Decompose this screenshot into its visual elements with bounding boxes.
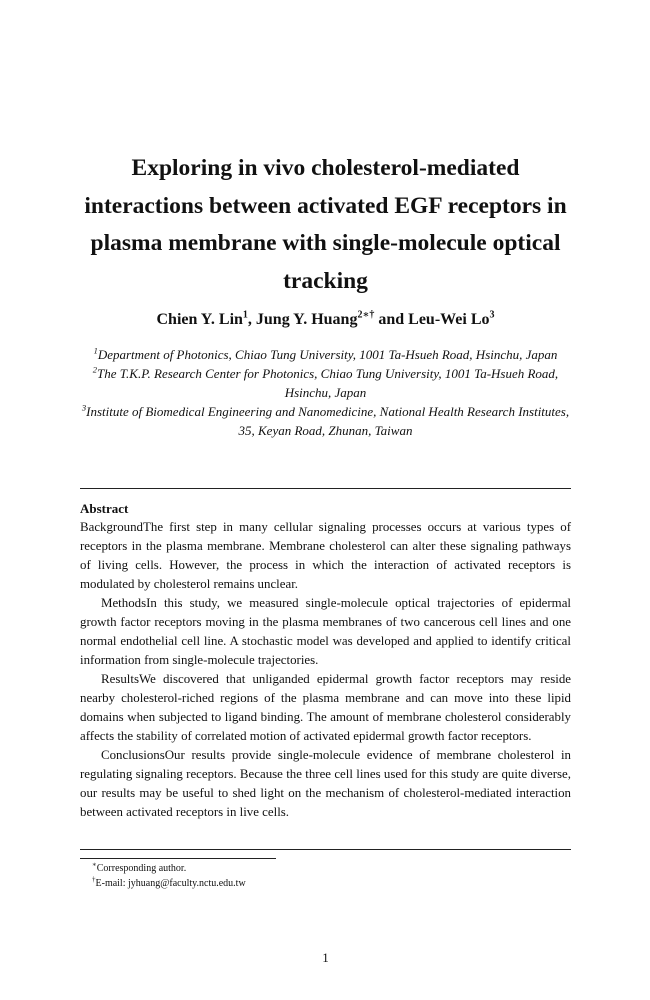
author-line xyxy=(80,310,571,330)
footnote-mark: ∗ xyxy=(92,860,97,869)
affiliation xyxy=(80,402,571,440)
abstract-heading: Abstract xyxy=(80,501,129,516)
affiliation-text: Department of Photonics, Chiao Tung University, 1001 Ta-Hsueh Road, Hsinchu, Japan xyxy=(97,347,558,362)
paper-title: Exploring in vivo cholesterol-mediated interactions between activated EGF receptors in plasma membrane with single-molecule optical tracking xyxy=(84,155,567,294)
footnotes xyxy=(92,861,562,891)
footnote-text: Corresponding author. xyxy=(96,863,187,874)
affiliation-mark: 2 xyxy=(92,364,98,375)
page-number: 1 xyxy=(322,950,329,965)
footnote xyxy=(92,861,562,876)
footnote-text: E-mail: jyhuang@faculty.nctu.edu.tw xyxy=(95,878,246,889)
abstract-section xyxy=(80,499,571,822)
abstract-bottom-rule xyxy=(80,849,571,850)
abstract-results: ResultsWe discovered that unliganded epidermal growth factor receptors may reside nearby cholesterol-riched regions of the plasma membrane and can move into these lipid domains when subjected to ligand binding. The amount of membrane cholesterol considerably affects the stability of correlated motion of activated epidermal growth factor receptors. xyxy=(80,672,571,743)
author-affil-mark: 2∗† xyxy=(357,309,375,321)
affiliation-mark: 1 xyxy=(93,345,98,356)
affiliation xyxy=(80,364,571,402)
abstract-methods: MethodsIn this study, we measured single-molecule optical trajectories of epidermal growth factor receptors moving in the plasma membranes of two cancerous cell lines and one normal endothelial cell line. A stochastic model was developed and applied to identify critical information from single-molecule trajectories. xyxy=(80,596,571,667)
author-affil-mark: 1 xyxy=(242,309,248,321)
author-name: Jung Y. Huang xyxy=(255,311,358,328)
paper-page xyxy=(80,0,571,1000)
author-name: Chien Y. Lin xyxy=(156,311,243,328)
abstract-top-rule xyxy=(80,488,571,489)
abstract-conclusions: ConclusionsOur results provide single-molecule evidence of membrane cholesterol in regulating signaling receptors. Because the three cell lines used for this study are quite diverse, our results may be useful to shed light on the mechanism of cholesterol-mediated interaction between activated receptors in live cells. xyxy=(80,748,571,819)
affiliation xyxy=(80,345,571,364)
author-affil-mark: 3 xyxy=(489,309,495,321)
affiliation-text: Institute of Biomedical Engineering and Nanomedicine, National Health Research Institutes, 35, Keyan Road, Zhunan, Taiwan xyxy=(86,404,570,438)
footnote-rule xyxy=(80,858,276,859)
author-name: Leu-Wei Lo xyxy=(408,311,490,328)
footnote xyxy=(92,876,562,891)
abstract-background: BackgroundThe first step in many cellular signaling processes occurs at various types of receptors in the plasma membrane. Membrane cholesterol can alter these signaling pathways of living cells. However, the process in which the interaction of activated receptors is modulated by cholesterol remains unclear. xyxy=(80,520,571,591)
affiliations xyxy=(80,345,571,440)
author-separator: , xyxy=(247,311,256,328)
affiliation-text: The T.K.P. Research Center for Photonics, Chiao Tung University, 1001 Ta-Hsueh Road, Hsinchu, Japan xyxy=(97,366,559,400)
author-separator: and xyxy=(374,311,409,328)
affiliation-mark: 3 xyxy=(81,402,87,413)
footnote-mark: † xyxy=(92,875,96,884)
